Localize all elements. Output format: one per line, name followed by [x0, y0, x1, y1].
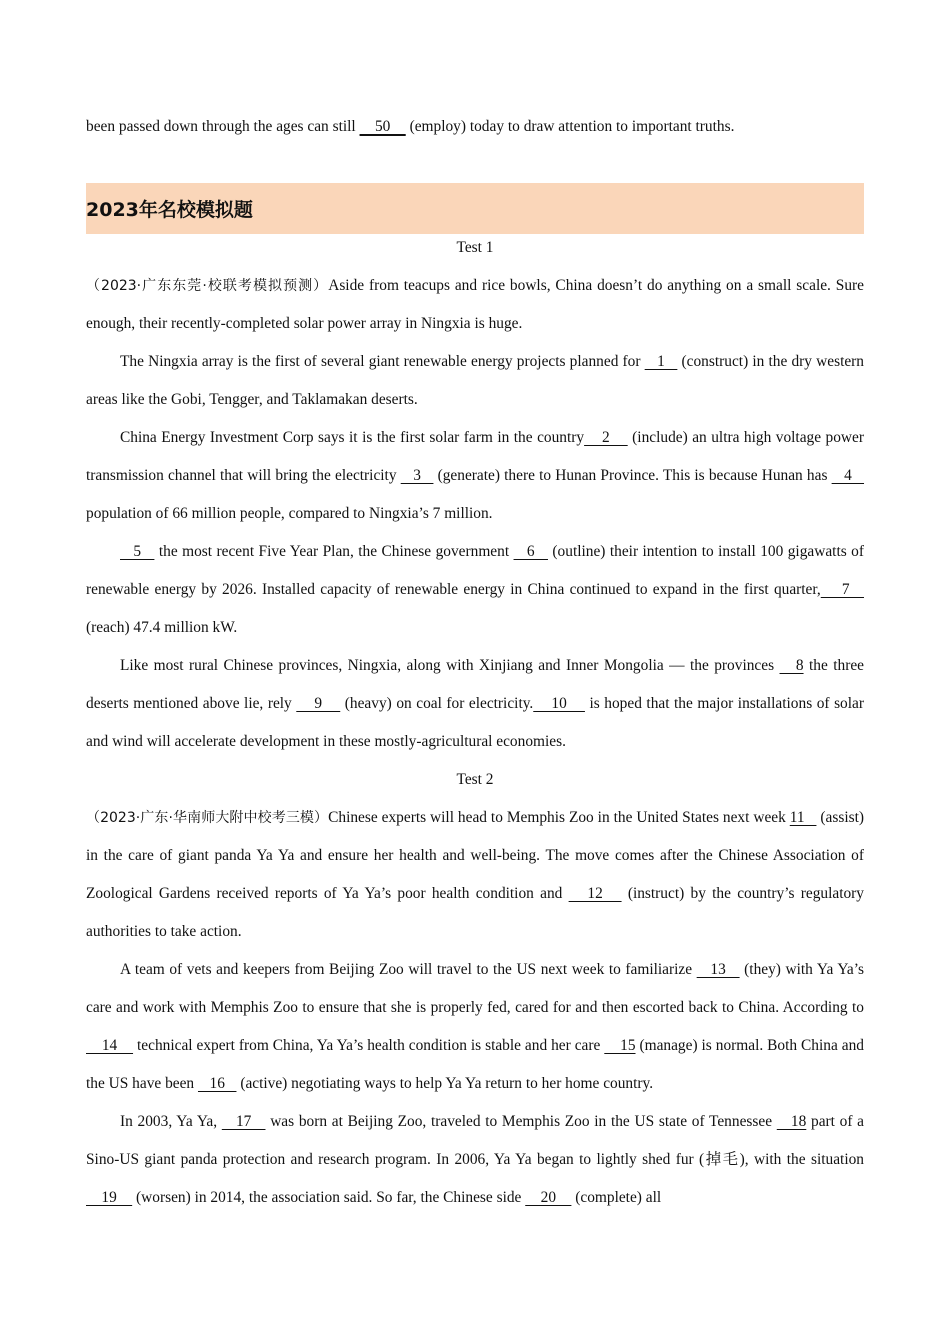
text: (they) with Ya Ya’s care and work with Memphis Zoo to ensure that she is properly fed, cared for and then escorted back to China. According to — [86, 961, 864, 1016]
text: the three deserts mentioned above lie, rely — [86, 657, 864, 712]
test2-source: （2023·广东·华南师大附中校考三模） — [86, 810, 329, 826]
test1-source: （2023·广东东莞·校联考模拟预测） — [86, 278, 329, 294]
test2-paragraph-2 — [86, 1103, 864, 1217]
blank-10[interactable]: 10 — [533, 695, 585, 712]
text: (worsen) in 2014, the association said. So far, the Chinese side — [132, 1189, 526, 1206]
blank-2[interactable]: 2 — [584, 429, 628, 446]
blank-15[interactable]: 15 — [604, 1037, 636, 1054]
blank-5[interactable]: 5 — [120, 543, 155, 560]
tests-content — [86, 229, 864, 1217]
text: China Energy Investment Corp says it is the first solar farm in the country — [120, 429, 585, 446]
text: (outline) their intention to install 100 gigawatts of renewable energy by 2026. Installed capacity of renewable energy in China continued to expand in the first quarter, — [86, 543, 864, 598]
test1-title: Test 1 — [456, 239, 494, 256]
blank-18[interactable]: 18 — [776, 1113, 807, 1130]
text: Chinese experts will head to Memphis Zoo in the United States next week — [328, 809, 790, 826]
intro-paragraph — [86, 108, 864, 146]
text: (include) an ultra high voltage power transmission channel that will bring the electricity — [86, 429, 865, 484]
blank-6[interactable]: 6 — [513, 543, 548, 560]
blank-20[interactable]: 20 — [525, 1189, 572, 1206]
text: (active) negotiating ways to help Ya Ya return to her home country. — [236, 1075, 654, 1092]
test2-paragraph-1 — [86, 951, 864, 1103]
test1-paragraph-0 — [86, 267, 864, 343]
intro-text-after: (employ) today to draw attention to important truths. — [405, 118, 735, 135]
text: part of a Sino-US giant panda protection and research program. In 2006, Ya Ya began to lightly shed fur (掉毛), with the situation — [86, 1113, 865, 1168]
blank-16[interactable]: 16 — [197, 1075, 237, 1092]
blank-4[interactable]: 4 — [831, 467, 865, 484]
text: Like most rural Chinese provinces, Ningxia, along with Xinjiang and Inner Mongolia — the provinces — [120, 657, 780, 674]
text: (reach) 47.4 million kW. — [86, 619, 238, 636]
text: (heavy) on coal for electricity. — [340, 695, 534, 712]
text: (assist) in the care of giant panda Ya Ya and ensure her health and well-being. The move comes after the Chinese Association of Zoological Gardens received reports of Ya Ya’s poor health condition and — [86, 809, 864, 902]
text: In 2003, Ya Ya, — [120, 1113, 222, 1130]
blank-3[interactable]: 3 — [400, 467, 434, 484]
text: technical expert from China, Ya Ya’s health condition is stable and her care — [133, 1037, 605, 1054]
intro-text: been passed down through the ages can still — [86, 118, 360, 135]
text: (complete) all — [571, 1189, 662, 1206]
test1-p0-text: Aside from teacups and rice bowls, China doesn’t do anything on a small scale. Sure enough, their recently-completed solar power array in Ningxia is huge. — [86, 277, 864, 332]
text: (manage) is normal. Both China and the US have been — [86, 1037, 864, 1092]
text: The Ningxia array is the first of several giant renewable energy projects planned for — [120, 353, 645, 370]
blank-7[interactable]: 7 — [820, 581, 864, 598]
blank-11[interactable]: 11 — [789, 809, 817, 826]
section-heading-text: 2023年名校模拟题 — [86, 199, 253, 221]
test1-paragraph-3 — [86, 533, 864, 647]
test1-paragraph-2 — [86, 419, 864, 533]
blank-1[interactable]: 1 — [644, 353, 678, 370]
blank-9[interactable]: 9 — [296, 695, 341, 712]
test1-paragraph-4 — [86, 647, 864, 761]
text: was born at Beijing Zoo, traveled to Memphis Zoo in the US state of Tennessee — [265, 1113, 777, 1130]
blank-13[interactable]: 13 — [696, 961, 740, 978]
blank-50[interactable]: 50 — [359, 118, 406, 135]
test1-paragraph-1 — [86, 343, 864, 419]
blank-12[interactable]: 12 — [568, 885, 622, 902]
text: population of 66 million people, compared to Ningxia’s 7 million. — [86, 505, 493, 522]
test2-paragraph-0 — [86, 799, 864, 951]
text: (generate) there to Hunan Province. This is because Hunan has — [433, 467, 832, 484]
blank-19[interactable]: 19 — [86, 1189, 133, 1206]
blank-14[interactable]: 14 — [86, 1037, 134, 1054]
text: (instruct) by the country’s regulatory authorities to take action. — [86, 885, 864, 940]
text: A team of vets and keepers from Beijing Zoo will travel to the US next week to familiarize — [120, 961, 697, 978]
text: the most recent Five Year Plan, the Chinese government — [154, 543, 514, 560]
blank-17[interactable]: 17 — [221, 1113, 266, 1130]
blank-8[interactable]: 8 — [779, 657, 804, 674]
text: (construct) in the dry western areas like the Gobi, Tengger, and Taklamakan deserts. — [86, 353, 864, 408]
text: is hoped that the major installations of solar and wind will accelerate development in these mostly-agricultural economies. — [86, 695, 864, 750]
section-heading — [86, 183, 864, 234]
test2-title: Test 2 — [456, 771, 494, 788]
